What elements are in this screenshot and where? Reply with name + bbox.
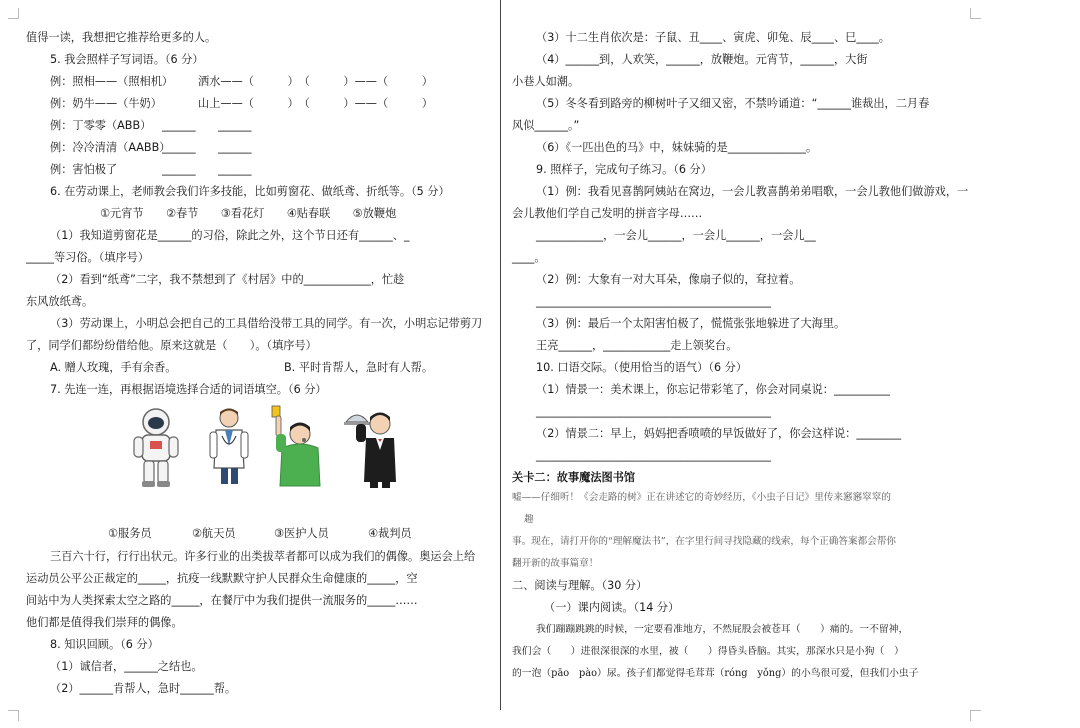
example-line: 例：奶牛——（牛奶） [50, 97, 162, 110]
question-9-title: 9. 照样子，完成句子练习。（6 分） [536, 163, 712, 176]
figure-label: ①服务员 [108, 527, 152, 540]
text-line: （2）看到“纸鸢”二字，我不禁想到了《村居》中的____________，忙趁 [50, 273, 405, 286]
figure-label: ④裁判员 [368, 527, 412, 540]
answer-blank-line: __________________________________________ [536, 449, 771, 462]
section-heading: 二、阅读与理解。（30 分） [512, 579, 648, 592]
text-line: （2）例：大象有一对大耳朵，像扇子似的，耷拉着。 [536, 273, 801, 286]
example-line: 例：照相——（照相机） [50, 75, 174, 88]
text-line: 东风放纸鸢。 [26, 295, 94, 308]
example-line: 例：冷冷清清（AABB） [50, 141, 171, 154]
question-8-title: 8. 知识回顾。（6 分） [50, 638, 159, 651]
text-line: （2）______肯帮人，急时______帮。 [50, 682, 237, 695]
answer-blank-line: ____。 [512, 251, 546, 264]
text-line: 我们会（ ）进很深很深的水里，被（ ）得昏头昏脑。其实，那深水只是小狗（ ） [512, 646, 904, 657]
question-6-title: 6. 在劳动课上，老师教会我们许多技能，比如剪窗花、做纸鸢、折纸等。（5 分） [50, 185, 450, 198]
text-line: 风似______。” [512, 119, 580, 132]
crop-mark [970, 710, 981, 721]
text-line: _____等习俗。（填序号） [26, 251, 150, 264]
question-10-title: 10. 口语交际。（使用恰当的语气）（6 分） [536, 361, 748, 374]
option-a: A. 赠人玫瑰，手有余香。 [50, 361, 177, 374]
text-line: （1）例：我看见喜鹊阿姨站在窝边，一会儿教喜鹊弟弟唱歌，一会儿教他们做游戏，一 [536, 185, 969, 198]
text-line: 间站中为人类探索太空之路的_____，在餐厅中为我们提供一流服务的_____…… [26, 594, 418, 607]
astronaut-figure [130, 406, 182, 488]
text-line: 值得一读，我想把它推荐给更多的人。 [26, 31, 217, 44]
text-line: 他们都是值得我们崇拜的偶像。 [26, 616, 183, 629]
column-divider [500, 0, 501, 710]
section-heading: 关卡二：故事魔法图书馆 [512, 471, 636, 484]
referee-figure [268, 404, 324, 488]
text-line: （5）冬冬看到路旁的柳树叶子又细又密，不禁吟诵道：“______谁裁出，二月春 [536, 97, 930, 110]
answer-blank-line: __________________________________________ [536, 295, 771, 308]
text-line: （3）例：最后一个太阳害怕极了，慌慌张张地躲进了大海里。 [536, 317, 846, 330]
text-line: 三百六十行，行行出状元。许多行业的出类拔萃者都可以成为我们的偶像。奥运会上给 [50, 550, 476, 563]
crop-mark [8, 710, 19, 721]
text-line: （2）情景二：早上，妈妈把香喷喷的早饭做好了，你会这样说：________ [536, 427, 902, 440]
text-line: 翻开新的故事篇章！ [512, 558, 599, 569]
text-line: 事。现在，请打开你的“理解魔法书”，在字里行间寻找隐藏的线索，每个正确答案都会帮你 [512, 536, 896, 547]
text-line: （1）诚信者，______之结也。 [50, 660, 203, 673]
answer-blank-line: ______ ______ [162, 119, 252, 132]
subsection-heading: （一）课内阅读。（14 分） [544, 601, 680, 614]
question-7-title: 7. 先连一连，再根据语境选择合适的词语填空。（6 分） [50, 383, 327, 396]
waiter-figure [344, 404, 404, 490]
figure-label: ③医护人员 [274, 527, 329, 540]
text-line: （1）我知道剪窗花是______的习俗，除此之外，这个节日还有______、_ [50, 229, 410, 242]
text-line: （4）______到，人欢笑，______，放鞭炮。元宵节，______，大街 [536, 53, 868, 66]
text-line: 我们蹦蹦跳跳的时候，一定要看准地方，不然屁股会被苍耳（ ）痛的。一不留神， [536, 624, 909, 635]
example-line: 例：害怕极了 [50, 163, 118, 176]
figure-label: ②航天员 [192, 527, 236, 540]
text-line: 嘘——仔细听！《会走路的树》正在讲述它的奇妙经历，《小虫子日记》里传来窸窸窣窣的 [512, 492, 891, 503]
crop-mark [8, 8, 19, 19]
text-line: 的一泡（pāo pào）尿。孩子们都觉得毛茸茸（róng yǒng）的小鸟很可爱，但我们小虫子 [512, 668, 919, 679]
text-line: （1）情景一：美术课上，你忘记带彩笔了，你会对同桌说：__________ [536, 383, 890, 396]
answer-blank-line: ______ ______ [162, 141, 252, 154]
example-line: 例：丁零零（ABB） [50, 119, 152, 132]
answer-blank-line: ______ ______ [162, 163, 252, 176]
question-5-title: 5. 我会照样子写词语。（6 分） [50, 53, 204, 66]
option-b: B. 平时肯帮人，急时有人帮。 [284, 361, 434, 374]
crop-mark [970, 8, 981, 19]
doctor-figure [204, 406, 254, 488]
answer-blank-line: ____________，一会儿______，一会儿______，一会儿__ [536, 229, 816, 242]
answer-blank-line: 王亮______，____________走上领奖台。 [536, 339, 738, 352]
text-line: 小巷人如潮。 [512, 75, 580, 88]
answer-blank-line: 山上——（ ） （ ）——（ ） [198, 97, 433, 110]
answer-blank-line: __________________________________________ [536, 405, 771, 418]
text-line: 会儿教他们学自己发明的拼音字母…… [512, 207, 703, 220]
options-line: ①元宵节 ②春节 ③看花灯 ④贴春联 ⑤放鞭炮 [100, 207, 397, 220]
text-line: 趣 [524, 514, 534, 525]
text-line: 了，同学们都纷纷借给他。原来这就是（ ）。（填序号） [26, 339, 317, 352]
text-line: （6）《一匹出色的马》中，妹妹骑的是______________。 [536, 141, 818, 154]
text-line: （3）十二生肖依次是：子鼠、丑____、寅虎、卯兔、辰____、巳____。 [536, 31, 890, 44]
text-line: 运动员公平公正裁定的_____，抗疫一线默默守护人民群众生命健康的_____，空 [26, 572, 418, 585]
text-line: （3）劳动课上，小明总会把自己的工具借给没带工具的同学。有一次，小明忘记带剪刀 [50, 317, 483, 330]
answer-blank-line: 洒水——（ ） （ ）——（ ） [198, 75, 433, 88]
